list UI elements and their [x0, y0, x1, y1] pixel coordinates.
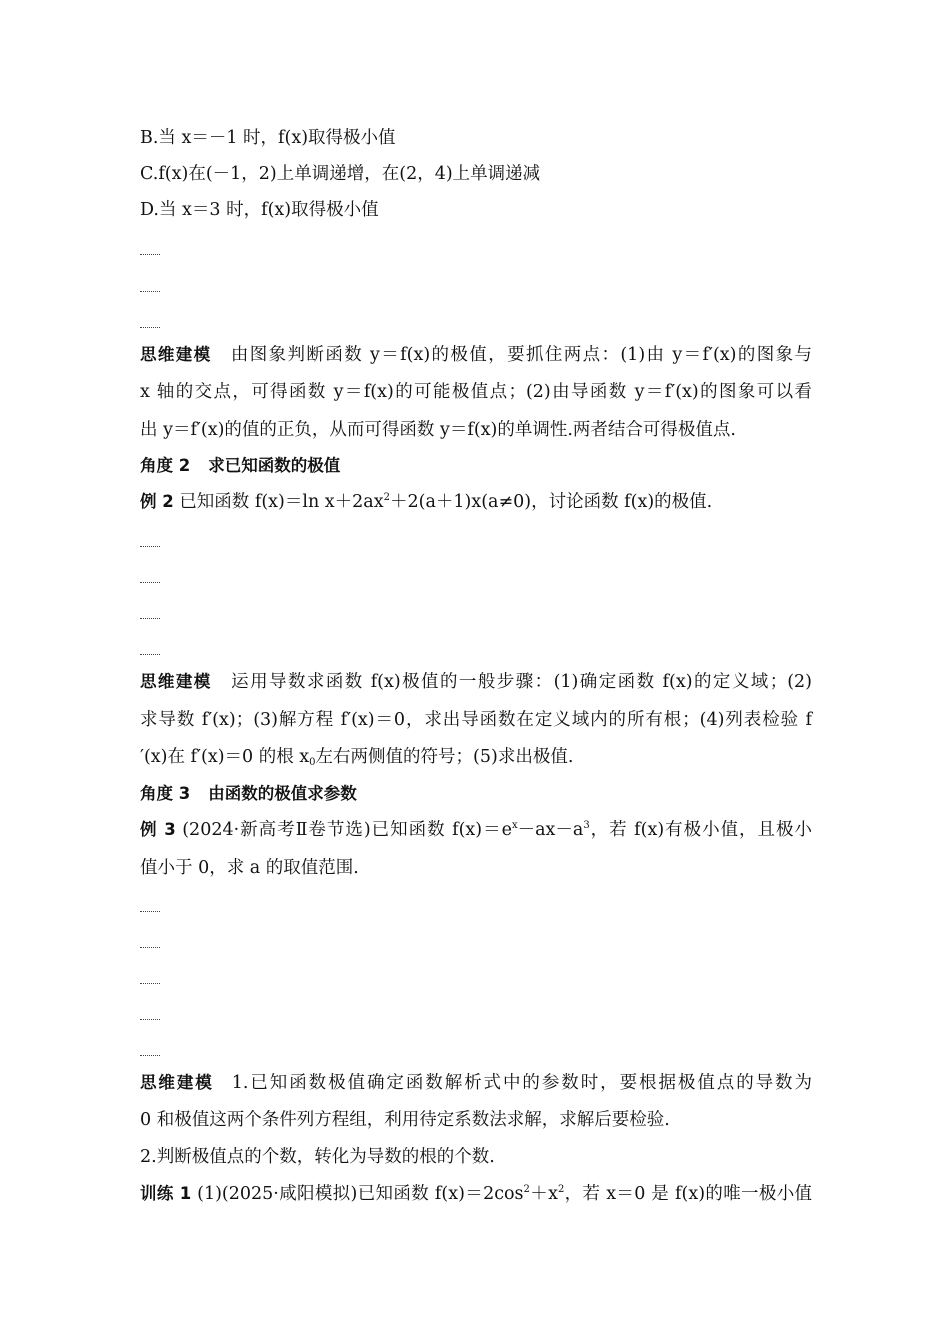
answer-blank-line — [140, 291, 160, 293]
model2-line1: 思维建模 运用导数求函数 f(x)极值的一般步骤：(1)确定函数 f(x)的定义域；(2) — [140, 672, 812, 692]
model2-line3: ′(x)在 f′(x)＝0 的根 $x_0$左右两侧值的符号；(5)求出极值. — [140, 747, 574, 768]
angle2-heading: 角度 2 求已知函数的极值 — [140, 456, 341, 475]
model3-line2: 0 和极值这两个条件列方程组，利用待定系数法求解，求解后要检验. — [140, 1110, 670, 1130]
answer-blank-line — [140, 1055, 160, 1057]
option-b: B.当 x＝－1 时，f(x)取得极小值 — [140, 128, 396, 148]
model1-line3: 出 y＝f′(x)的值的正负，从而可得函数 y＝f(x)的单调性.两者结合可得极值点. — [140, 420, 736, 440]
answer-blank-line — [140, 983, 160, 985]
example2-text: 例 2 已知函数 f(x)＝ln $x+2ax^2+2(a+1)x(a\ne 0)$，讨论函数 f(x)的极值. — [140, 492, 713, 512]
example2-label: 例 2 — [140, 492, 174, 511]
answer-blank-line — [140, 582, 160, 584]
training1-label: 训练 1 — [140, 1184, 192, 1203]
example3-label: 例 3 — [140, 820, 176, 839]
example3-line2: 值小于 0，求 a 的取值范围. — [140, 858, 359, 878]
model1-label: 思维建模 — [140, 345, 212, 364]
option-d: D.当 x＝3 时，f(x)取得极小值 — [140, 200, 379, 220]
model1-line1: 思维建模 由图象判断函数 y＝f(x)的极值，要抓住两点：(1)由 y＝f′(x)的图象与 — [140, 345, 812, 365]
model3-label: 思维建模 — [140, 1073, 214, 1092]
angle3-heading: 角度 3 由函数的极值求参数 — [140, 784, 357, 803]
model2-label: 思维建模 — [140, 672, 212, 691]
answer-blank-line — [140, 947, 160, 949]
answer-blank-line — [140, 1019, 160, 1021]
training1-line1: 训练 1 (1)(2025·咸阳模拟)已知函数 $f(x)=2\cos^2+x^2$，若 x＝0 是 f(x)的唯一极小值 — [140, 1184, 813, 1204]
model3-line1: 思维建模 1.已知函数极值确定函数解析式中的参数时，要根据极值点的导数为 — [140, 1073, 812, 1093]
answer-blank-line — [140, 327, 160, 329]
answer-blank-line — [140, 618, 160, 620]
answer-blank-line — [140, 254, 160, 256]
example3-line1: 例 3 (2024·新高考Ⅱ卷节选)已知函数 $f(x)=e^x-ax-a^3$，若 f(x)有极小值，且极小 — [140, 820, 812, 840]
model3-line3: 2.判断极值点的个数，转化为导数的根的个数. — [140, 1147, 495, 1167]
model1-line2: x 轴的交点，可得函数 y＝f(x)的可能极值点；(2)由导函数 y＝f′(x)的图象可以看 — [140, 382, 812, 402]
answer-blank-line — [140, 654, 160, 656]
option-c: C.f(x)在(－1，2)上单调递增，在(2，4)上单调递减 — [140, 164, 541, 184]
model2-line2: 求导数 f′(x)；(3)解方程 f′(x)＝0，求出导函数在定义域内的所有根；(4)列表检验 f — [140, 710, 812, 730]
answer-blank-line — [140, 911, 160, 913]
answer-blank-line — [140, 546, 160, 548]
